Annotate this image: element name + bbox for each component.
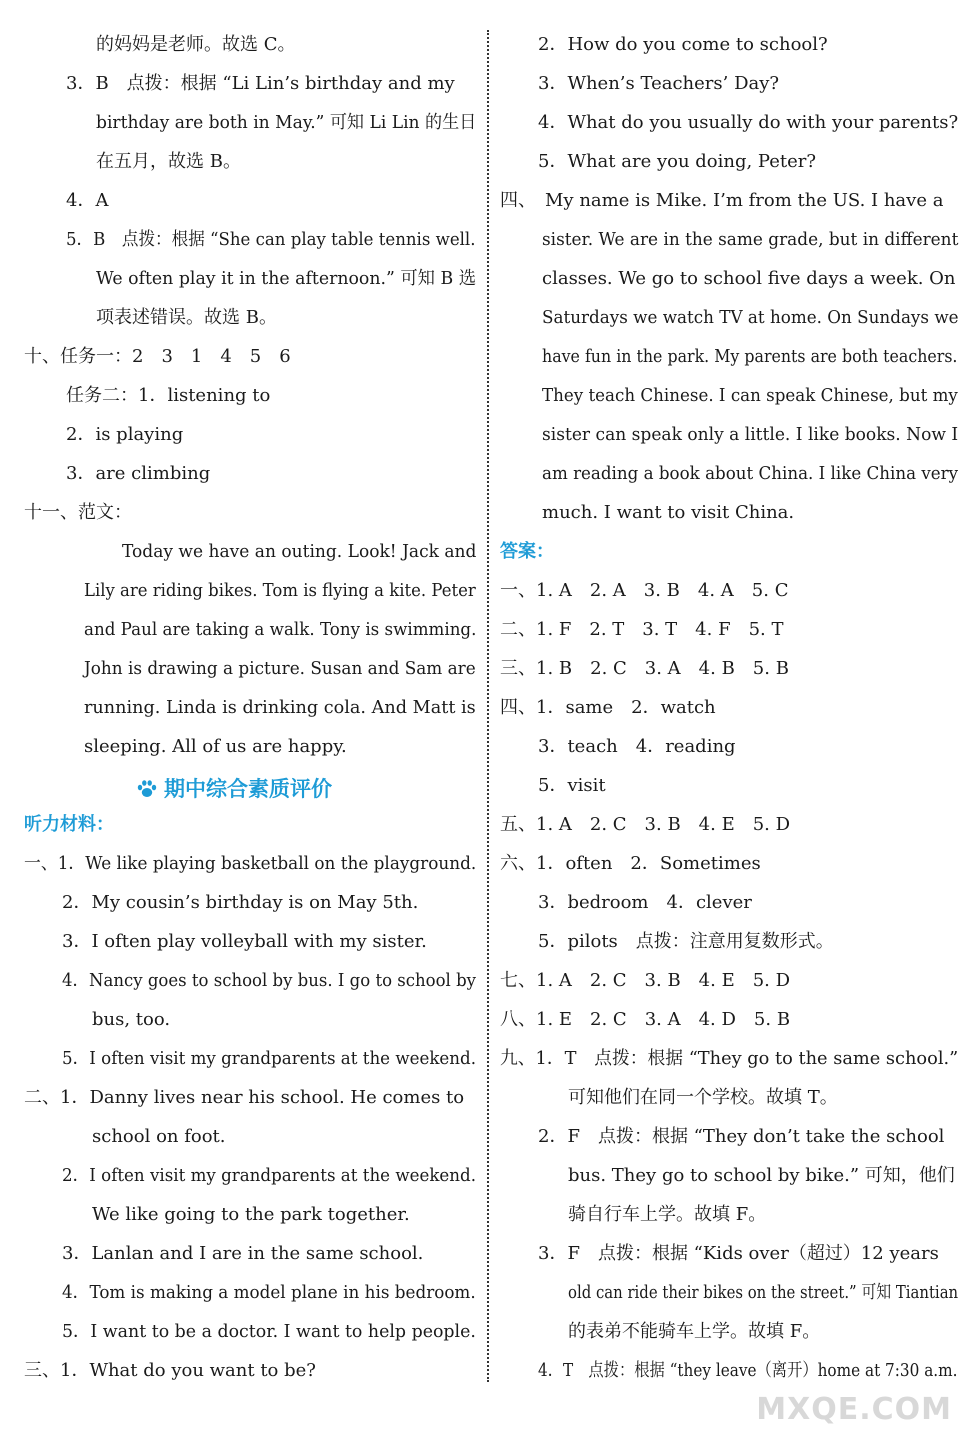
right-line-12: much. I want to visit China. xyxy=(542,502,795,523)
left-line-29: We like going to the park together. xyxy=(92,1204,410,1225)
right-line-28: 2．F 点拨：根据 “They don’t take the school xyxy=(538,1126,945,1147)
right-line-13: 答案： xyxy=(500,541,554,562)
left-line-12: 十一、范文： xyxy=(24,502,132,523)
right-line-31: 3．F 点拨：根据 “Kids over（超过）12 years xyxy=(538,1243,939,1264)
right-line-15: 二、1. F 2. T 3. T 4. F 5. T xyxy=(500,619,784,640)
left-line-26: 二、1．Danny lives near his school. He comes to xyxy=(24,1087,465,1108)
right-line-33: 的表弟不能骑车上学。故填 F。 xyxy=(568,1321,821,1342)
right-line-22: 3．bedroom 4．clever xyxy=(538,892,752,913)
column-divider xyxy=(487,30,489,1382)
left-line-17: running. Linda is drinking cola. And Matt is xyxy=(84,697,476,718)
section-heading-text: 期中综合素质评价 xyxy=(164,777,332,801)
left-line-21: 2．My cousin’s birthday is on May 5th. xyxy=(62,892,419,913)
left-line-11: 3．are climbing xyxy=(66,463,211,484)
paw-icon xyxy=(136,779,158,799)
right-line-32: old can ride their bikes on the street.” 可知 Tiantian xyxy=(568,1282,959,1303)
left-line-28: 2．I often visit my grandparents at the weekend. xyxy=(62,1165,477,1186)
left-line-22: 3．I often play volleyball with my sister. xyxy=(62,931,427,952)
right-line-27: 可知他们在同一个学校。故填 T。 xyxy=(568,1087,838,1108)
left-line-23: 4．Nancy goes to school by bus. I go to school by xyxy=(62,970,477,991)
right-line-19: 5．visit xyxy=(538,775,606,796)
left-line-3: 在五月，故选 B。 xyxy=(96,151,241,172)
left-line-20: 一、1．We like playing basketball on the playground. xyxy=(24,853,477,874)
right-line-21: 六、1．often 2．Sometimes xyxy=(500,853,761,874)
right-line-6: classes. We go to school five days a week. On xyxy=(542,268,956,289)
left-line-15: and Paul are taking a walk. Tony is swimming. xyxy=(84,619,477,640)
right-line-1: 3．When’s Teachers’ Day? xyxy=(538,73,780,94)
right-line-29: bus. They go to school by bike.” 可知，他们 xyxy=(568,1165,955,1186)
left-line-32: 5．I want to be a doctor. I want to help people. xyxy=(62,1321,476,1342)
left-line-16: John is drawing a picture. Susan and Sam are xyxy=(84,658,476,679)
right-line-10: sister can speak only a little. I like books. Now I xyxy=(542,424,959,445)
left-line-25: 5．I often visit my grandparents at the weekend. xyxy=(62,1048,477,1069)
left-line-14: Lily are riding bikes. Tom is flying a kite. Peter xyxy=(84,580,476,601)
left-line-24: bus, too. xyxy=(92,1009,171,1030)
right-line-14: 一、1. A 2. A 3. B 4. A 5. C xyxy=(500,580,789,601)
right-line-11: am reading a book about China. I like China very xyxy=(542,463,959,484)
left-line-18: sleeping. All of us are happy. xyxy=(84,736,347,757)
right-line-18: 3．teach 4．reading xyxy=(538,736,736,757)
right-line-16: 三、1. B 2. C 3. A 4. B 5. B xyxy=(500,658,789,679)
left-line-8: 十、任务一：2 3 1 4 5 6 xyxy=(24,346,291,367)
right-line-9: They teach Chinese. I can speak Chinese, but my xyxy=(542,385,958,406)
right-line-24: 七、1. A 2. C 3. B 4. E 5. D xyxy=(500,970,791,991)
section-heading xyxy=(136,776,332,802)
left-line-31: 4．Tom is making a model plane in his bedroom. xyxy=(62,1282,476,1303)
left-line-30: 3．Lanlan and I are in the same school. xyxy=(62,1243,424,1264)
right-line-20: 五、1. A 2. C 3. B 4. E 5. D xyxy=(500,814,791,835)
right-line-2: 4．What do you usually do with your parents? xyxy=(538,112,959,133)
left-line-0: 的妈妈是老师。故选 C。 xyxy=(96,34,296,55)
right-line-0: 2．How do you come to school? xyxy=(538,34,828,55)
left-line-6: We often play it in the afternoon.” 可知 B 选 xyxy=(96,268,477,289)
right-line-7: Saturdays we watch TV at home. On Sundays we xyxy=(542,307,959,328)
left-line-5: 5．B 点拨：根据 “She can play table tennis well. xyxy=(66,229,476,250)
watermark: MXQE.COM xyxy=(756,1392,952,1427)
left-line-19: 听力材料： xyxy=(24,814,114,835)
right-line-26: 九、1．T 点拨：根据 “They go to the same school.” xyxy=(500,1048,959,1069)
right-line-25: 八、1. E 2. C 3. A 4. D 5. B xyxy=(500,1009,791,1030)
right-line-5: sister. We are in the same grade, but in different xyxy=(542,229,959,250)
left-line-33: 三、1．What do you want to be? xyxy=(24,1360,316,1381)
left-line-4: 4．A xyxy=(66,190,109,211)
right-line-8: have fun in the park. My parents are both teachers. xyxy=(542,346,958,367)
left-line-10: 2．is playing xyxy=(66,424,184,445)
right-line-4: 四、 My name is Mike. I’m from the US. I have a xyxy=(500,190,944,211)
right-line-3: 5．What are you doing, Peter? xyxy=(538,151,817,172)
right-line-30: 骑自行车上学。故填 F。 xyxy=(568,1204,767,1225)
left-line-7: 项表述错误。故选 B。 xyxy=(96,307,277,328)
left-line-13: Today we have an outing. Look! Jack and xyxy=(122,541,477,562)
right-line-17: 四、1．same 2．watch xyxy=(500,697,716,718)
left-line-27: school on foot. xyxy=(92,1126,226,1147)
right-line-34: 4．T 点拨：根据 “they leave（离开）home at 7:30 a.m. xyxy=(538,1360,958,1381)
left-line-9: 任务二：1．listening to xyxy=(66,385,271,406)
right-line-23: 5．pilots 点拨：注意用复数形式。 xyxy=(538,931,834,952)
left-line-1: 3．B 点拨：根据 “Li Lin’s birthday and my xyxy=(66,73,455,94)
left-line-2: birthday are both in May.” 可知 Li Lin 的生日 xyxy=(96,112,477,133)
